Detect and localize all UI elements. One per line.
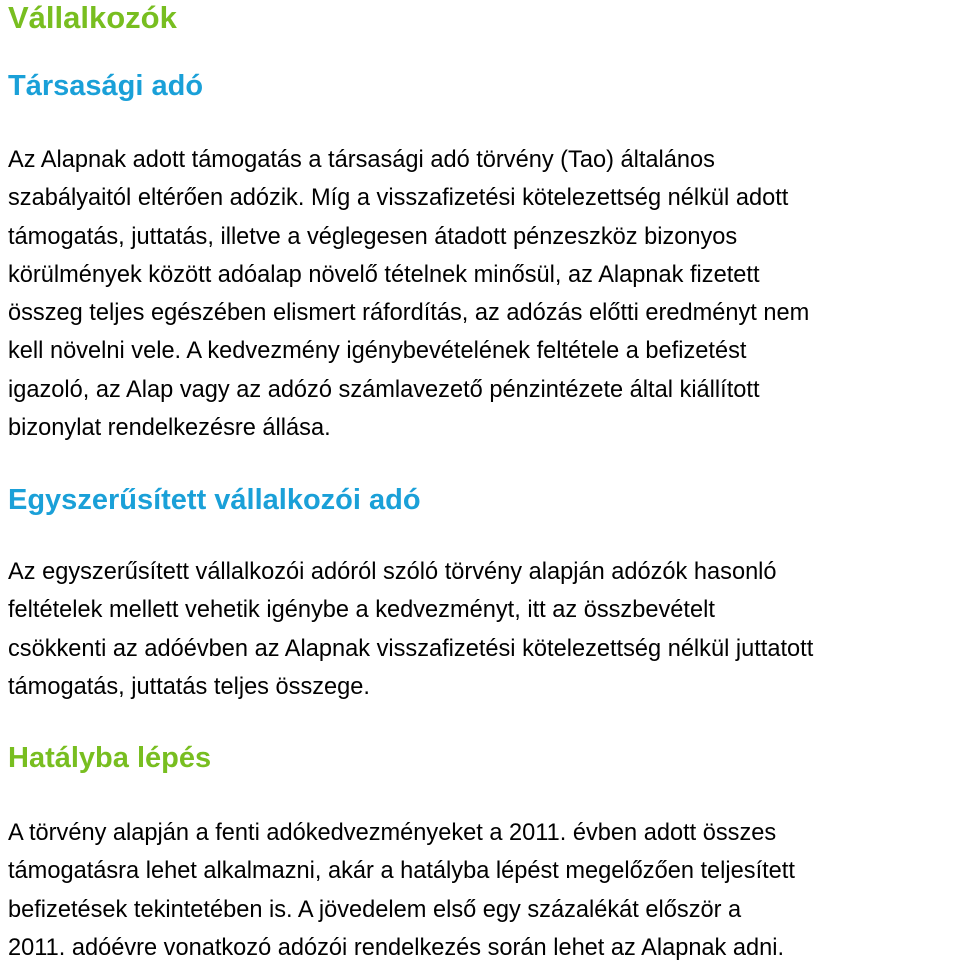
section-heading-hatalyba-lepes: Hatályba lépés	[8, 742, 212, 774]
paragraph-line: támogatás, juttatás teljes összege.	[8, 673, 370, 700]
paragraph-line: összeg teljes egészében elismert ráfordítás, az adózás előtti eredményt nem	[8, 300, 810, 327]
paragraph-line: kell növelni vele. A kedvezmény igénybevételének feltétele a befizetést	[8, 338, 747, 365]
paragraph-line: csökkenti az adóévben az Alapnak visszafizetési kötelezettség nélkül juttatott	[8, 635, 814, 662]
paragraph-line: befizetések tekintetében is. A jövedelem első egy százalékát először a	[8, 896, 742, 923]
paragraph-line: feltételek mellett vehetik igénybe a kedvezményt, itt az összbevételt	[8, 597, 715, 624]
section-paragraph-tarsasagi-ado	[8, 141, 958, 447]
paragraph-line: Az Alapnak adott támogatás a társasági adó törvény (Tao) általános	[8, 147, 715, 173]
paragraph-line: szabályaitól eltérően adózik. Míg a visszafizetési kötelezettség nélkül adott	[8, 185, 789, 212]
paragraph-line: bizonylat rendelkezésre állása.	[8, 415, 331, 442]
section-paragraph-hatalyba-lepes	[8, 814, 958, 965]
section-paragraph-ekho	[8, 553, 958, 706]
paragraph-line: igazoló, az Alap vagy az adózó számlavezető pénzintézete által kiállított	[8, 376, 760, 403]
paragraph-line: körülmények között adóalap növelő tételnek minősül, az Alapnak fizetett	[8, 261, 760, 288]
paragraph-line: támogatás, juttatás, illetve a véglegesen átadott pénzeszköz bizonyos	[8, 223, 738, 250]
paragraph-line: 2011. adóévre vonatkozó adózói rendelkezés során lehet az Alapnak adni.	[8, 934, 785, 961]
page-title: Vállalkozók	[8, 0, 177, 35]
paragraph-line: támogatásra lehet alkalmazni, akár a hatályba lépést megelőzően teljesített	[8, 858, 795, 885]
paragraph-line: Az egyszerűsített vállalkozói adóról szóló törvény alapján adózók hasonló	[8, 559, 777, 585]
section-heading-tarsasagi-ado: Társasági adó	[8, 70, 204, 102]
paragraph-line: A törvény alapján a fenti adókedvezményeket a 2011. évben adott összes	[8, 820, 777, 846]
section-heading-ekho: Egyszerűsített vállalkozói adó	[8, 484, 421, 516]
